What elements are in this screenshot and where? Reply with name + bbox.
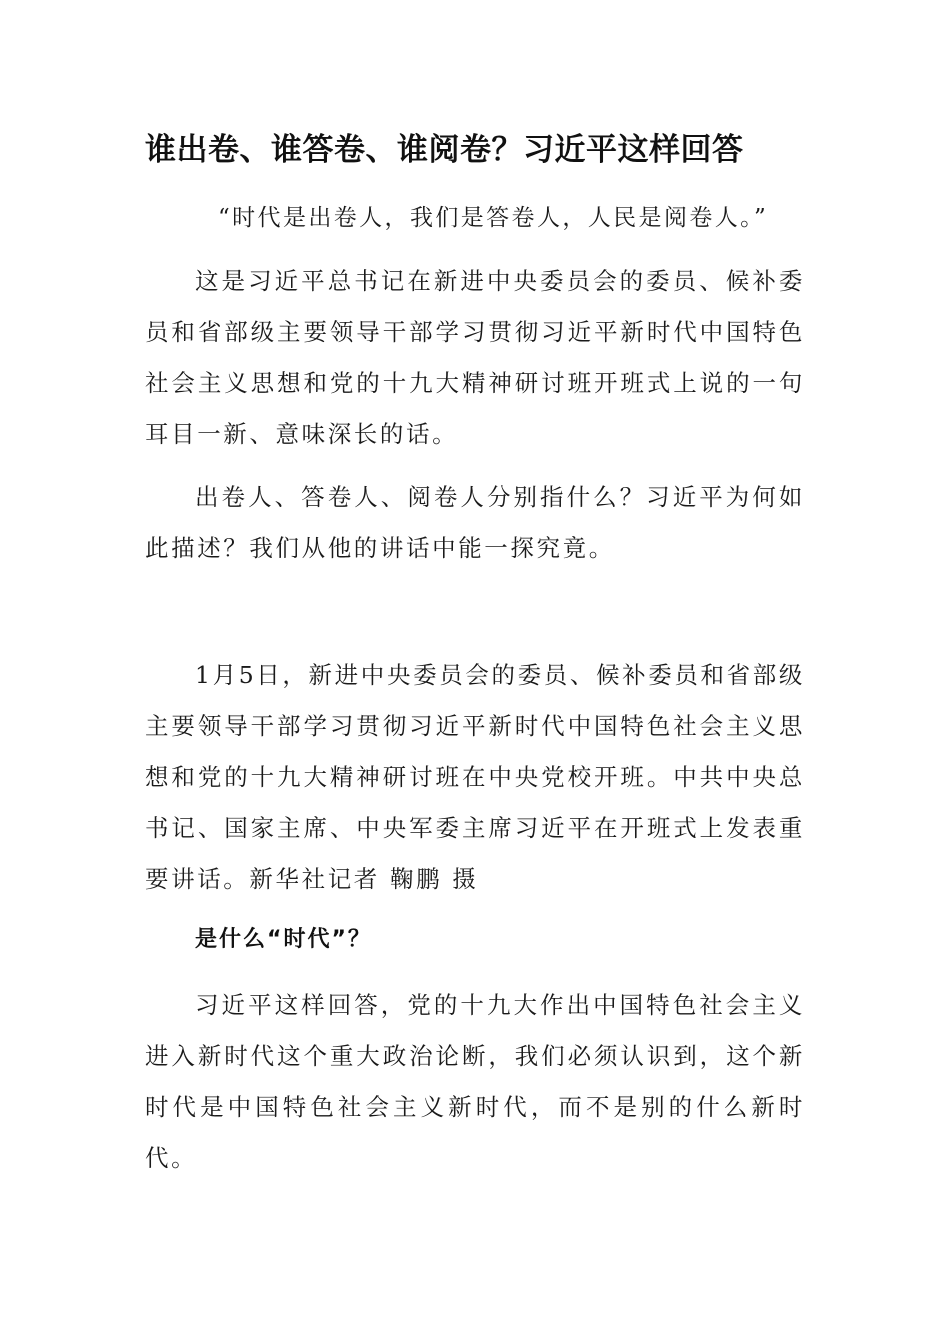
section-heading: 是什么“时代”？ xyxy=(195,927,372,952)
lead-quote: “时代是出卷人，我们是答卷人，人民是阅卷人。” xyxy=(218,205,769,231)
photo-caption-paragraph: 1月5日，新进中央委员会的委员、候补委员和省部级主要领导干部学习贯彻习近平新时代中国特色社会主义思想和党的十九大精神研讨班在中央党校开班。中共中央总书记、国家主席、中央军委主席习近平在开班式上发表重要讲话。新华社记者 鞠鹏 摄 xyxy=(145,661,805,893)
body-paragraph-2: 出卷人、答卷人、阅卷人分别指什么？习近平为何如此描述？我们从他的讲话中能一探究竟。 xyxy=(145,483,805,562)
section-paragraph: 习近平这样回答，党的十九大作出中国特色社会主义进入新时代这个重大政治论断，我们必须认识到，这个新时代是中国特色社会主义新时代，而不是别的什么新时代。 xyxy=(145,991,805,1172)
article-title: 谁出卷、谁答卷、谁阅卷？习近平这样回答 xyxy=(145,132,744,168)
body-paragraph-1: 这是习近平总书记在新进中央委员会的委员、候补委员和省部级主要领导干部学习贯彻习近平新时代中国特色社会主义思想和党的十九大精神研讨班开班式上说的一句耳目一新、意味深长的话。 xyxy=(145,267,805,448)
